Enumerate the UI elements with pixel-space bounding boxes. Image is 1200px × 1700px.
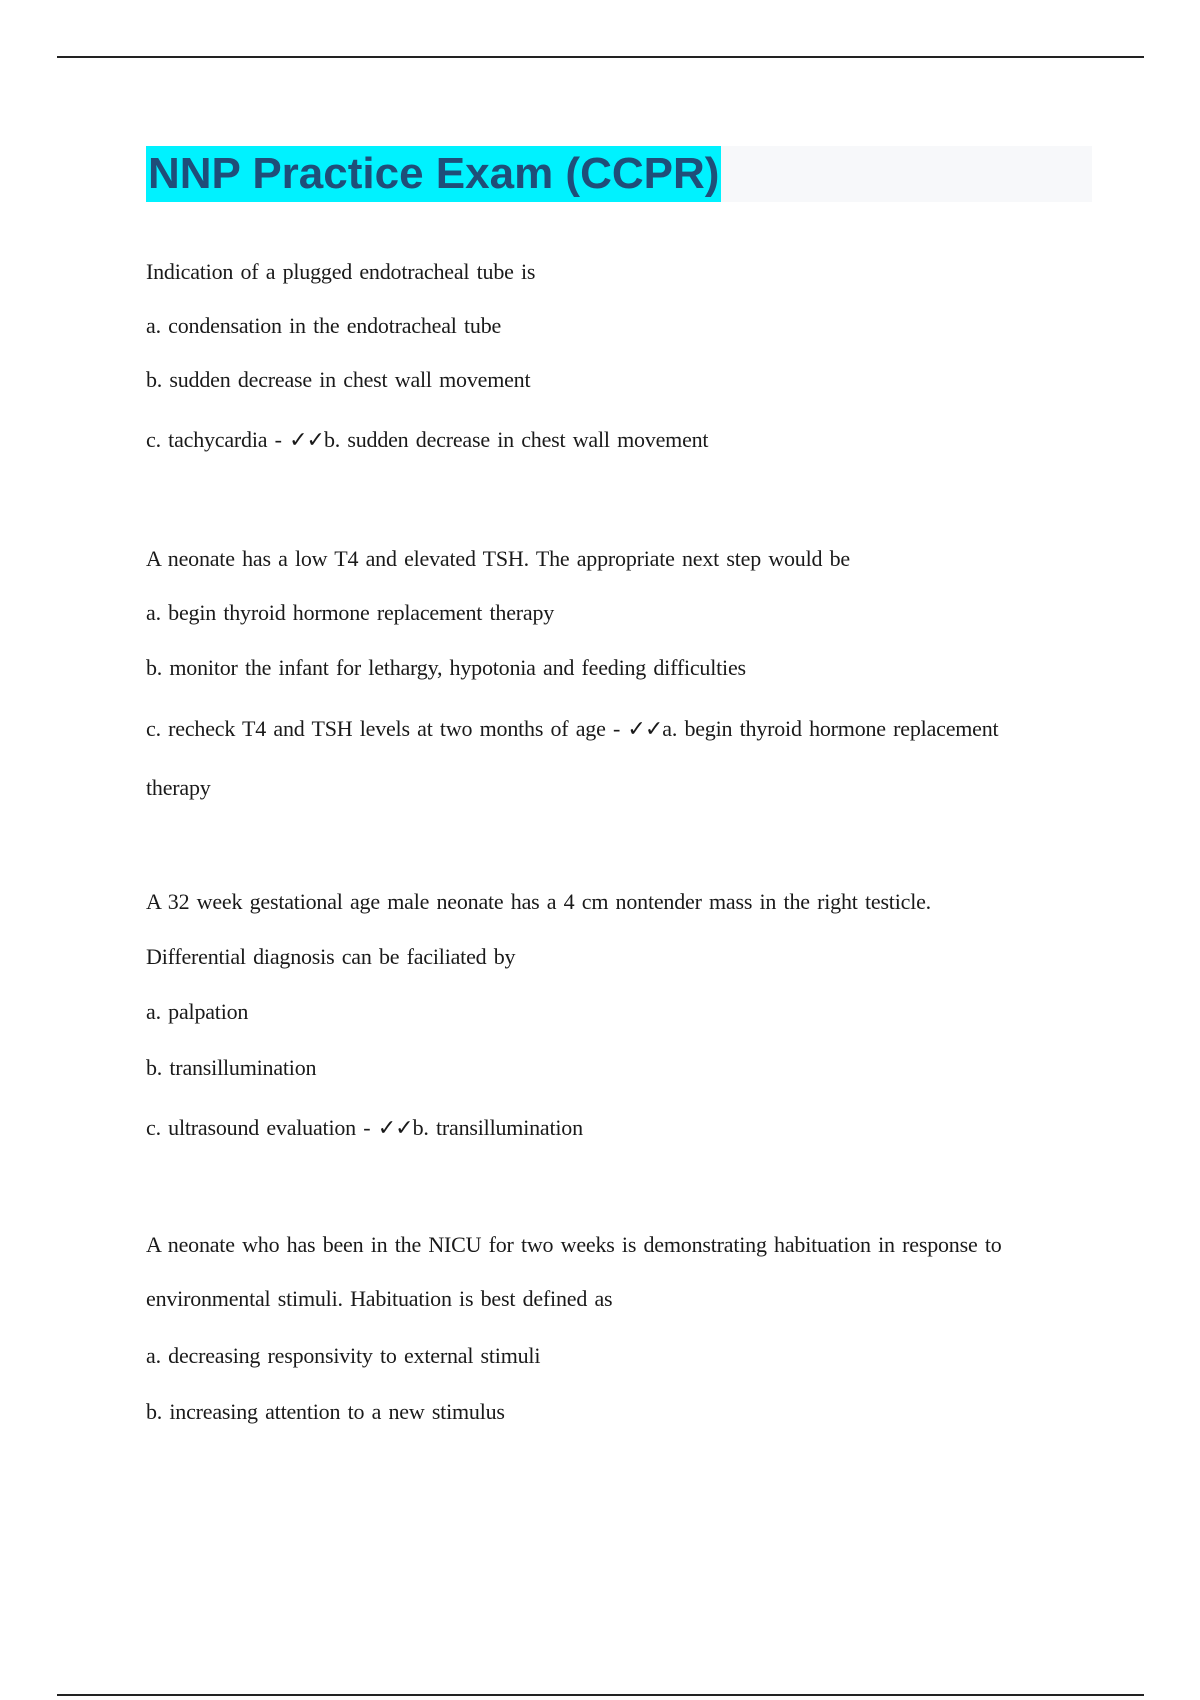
- question-3-answer: b. transillumination: [412, 1115, 583, 1140]
- question-3-option-c-answer: [146, 1113, 583, 1144]
- question-4-prompt-line-1: A neonate who has been in the NICU for two weeks is demonstrating habituation in response to: [146, 1232, 1002, 1257]
- question-1-answer: b. sudden decrease in chest wall movement: [323, 427, 709, 452]
- bottom-rule: [57, 1694, 1144, 1696]
- question-3-prompt-line-2: Differential diagnosis can be faciliated by: [146, 944, 516, 969]
- question-4-prompt-line-2: environmental stimuli. Habituation is best defined as: [146, 1286, 613, 1311]
- question-2-answer: a. begin thyroid hormone replacement: [662, 716, 999, 741]
- question-3-option-a: a. palpation: [146, 999, 249, 1024]
- question-2-option-c-answer: [146, 714, 998, 745]
- check-mark-icon: ✓✓: [289, 428, 324, 453]
- question-2-prompt: A neonate has a low T4 and elevated TSH. The appropriate next step would be: [146, 546, 850, 571]
- check-mark-icon: ✓✓: [627, 717, 663, 742]
- question-1-option-c: c. tachycardia -: [146, 427, 282, 452]
- question-1-option-b: b. sudden decrease in chest wall movement: [146, 367, 531, 392]
- question-4-option-b: b. increasing attention to a new stimulus: [146, 1399, 505, 1424]
- check-mark-icon: ✓✓: [377, 1116, 413, 1141]
- question-2-option-a: a. begin thyroid hormone replacement therapy: [146, 600, 555, 625]
- question-3-option-b: b. transillumination: [146, 1055, 317, 1080]
- question-1-option-c-answer: [146, 425, 708, 456]
- question-1-option-a: a. condensation in the endotracheal tube: [146, 313, 502, 338]
- question-2-answer-continued: therapy: [146, 775, 211, 800]
- top-rule: [57, 56, 1144, 58]
- question-3-option-c: c. ultrasound evaluation -: [146, 1115, 371, 1140]
- question-1-prompt: Indication of a plugged endotracheal tube is: [146, 259, 536, 284]
- question-2-option-b: b. monitor the infant for lethargy, hypotonia and feeding difficulties: [146, 655, 746, 680]
- page-title: NNP Practice Exam (CCPR): [146, 146, 721, 202]
- question-4-option-a: a. decreasing responsivity to external stimuli: [146, 1343, 541, 1368]
- question-3-prompt-line-1: A 32 week gestational age male neonate has a 4 cm nontender mass in the right testicle.: [146, 889, 931, 914]
- question-2-option-c: c. recheck T4 and TSH levels at two months of age -: [146, 716, 621, 741]
